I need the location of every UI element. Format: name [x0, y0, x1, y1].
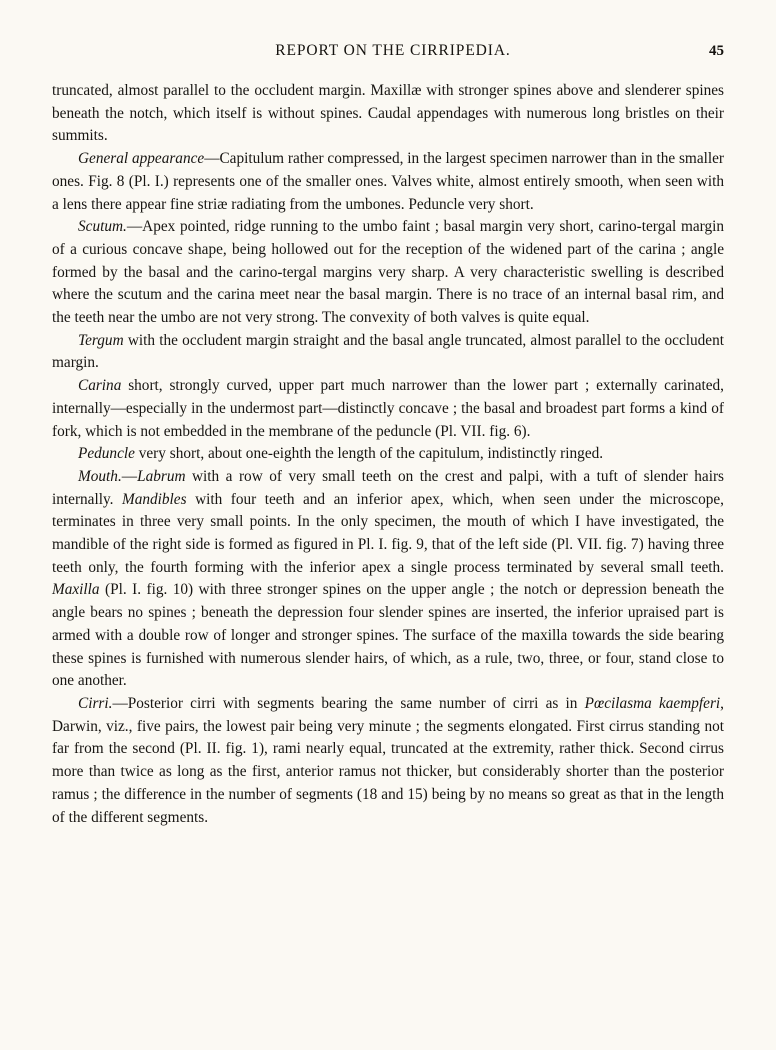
text-run: —Posterior cirri with segments bearing the same number of cirri as in [112, 694, 585, 712]
page-number: 45 [709, 43, 724, 59]
paragraph [52, 330, 724, 375]
paragraph [52, 443, 724, 466]
emphasis-text: Tergum [78, 331, 124, 349]
emphasis-text: Mandibles [121, 490, 187, 508]
text-run: , Darwin, viz., five pairs, the lowest pair being very minute ; the segments elongated. First cirrus standing not far from the second (Pl. II. fig. 1), rami nearly equal, truncated at the extremity, rather thick. Second cirrus more than twice as long as the first, anterior ramus not thicker, but considerably shorter than the posterior ramus ; the difference in the number of segments (18 and 15) being by no means so great as that in the length of the different segments. [52, 694, 724, 826]
emphasis-text: General appearance [78, 150, 205, 168]
paragraph [52, 375, 724, 443]
text-run: short, strongly curved, upper part much narrower than the lower part ; externally carinated, internally—especially in the undermost part—distinctly concave ; the basal and broadest part forms a kind of fork, which is not embedded in the membrane of the peduncle (Pl. VII. fig. 6). [52, 377, 724, 440]
emphasis-text: Cirri. [78, 694, 113, 712]
text-run: with the occludent margin straight and the basal angle truncated, almost parallel to the occludent margin. [52, 331, 724, 372]
emphasis-text: Scutum. [78, 218, 127, 236]
emphasis-text: Labrum [137, 467, 186, 485]
text-run: (Pl. I. fig. 10) with three stronger spines on the upper angle ; the notch or depression beneath the angle bears no spines ; beneath the depression four slender spines are inserted, the inferior upraised part is armed with a double row of longer and stronger spines. The surface of the maxilla towards the side bearing these spines is furnished with numerous slender hairs, of which, as a rule, two, three, or four, stand close to one another. [52, 581, 724, 690]
body-text [52, 80, 724, 829]
text-run: truncated, almost parallel to the occludent margin. Maxillæ with stronger spines above and slenderer spines beneath the notch, which itself is without spines. Caudal appendages with numerous long bristles on their summits. [52, 82, 724, 145]
paragraph [52, 466, 724, 693]
text-run: —Apex pointed, ridge running to the umbo faint ; basal margin very short, carino-tergal margin of a curious concave shape, being hollowed out for the reception of the widened part of the carina ; angle formed by the basal and the carino-tergal margins very sharp. A very characteristic swelling is described where the scutum and the carina meet near the basal margin. There is no trace of an internal basal rim, and the teeth near the umbo are not very strong. The convexity of both valves is quite equal. [52, 218, 724, 327]
emphasis-text: Carina [78, 377, 122, 395]
running-head: REPORT ON THE CIRRIPEDIA. [275, 42, 511, 59]
text-run: — [121, 467, 138, 485]
emphasis-text: Peduncle [78, 445, 135, 463]
text-run: very short, about one-eighth the length of the capitulum, indistinctly ringed. [134, 445, 604, 463]
emphasis-text: Pœcilasma kaempferi [584, 694, 721, 712]
paragraph [52, 80, 724, 148]
emphasis-text: Maxilla [52, 581, 100, 599]
text-run: with four teeth and an inferior apex, which, when seen under the microscope, terminates in three very small points. In the only specimen, the mouth of which I have investigated, the mandible of the right side is formed as figured in Pl. I. fig. 9, that of the left side (Pl. VII. fig. 7) having three teeth only, the fourth forming with the inferior apex a single process terminated by several small teeth. [52, 490, 724, 576]
paragraph [52, 216, 724, 330]
text-run: —Capitulum rather compressed, in the largest specimen narrower than in the smaller ones. Fig. 8 (Pl. I.) represents one of the smaller ones. Valves white, almost entirely smooth, when seen with a lens there appear fine striæ radiating from the umbones. Peduncle very short. [52, 150, 724, 213]
paragraph [52, 693, 724, 829]
emphasis-text: Mouth. [78, 467, 122, 485]
paragraph [52, 148, 724, 216]
text-run: with a row of very small teeth on the crest and palpi, with a tuft of slender hairs internally. [52, 467, 724, 508]
page-header [52, 42, 724, 76]
